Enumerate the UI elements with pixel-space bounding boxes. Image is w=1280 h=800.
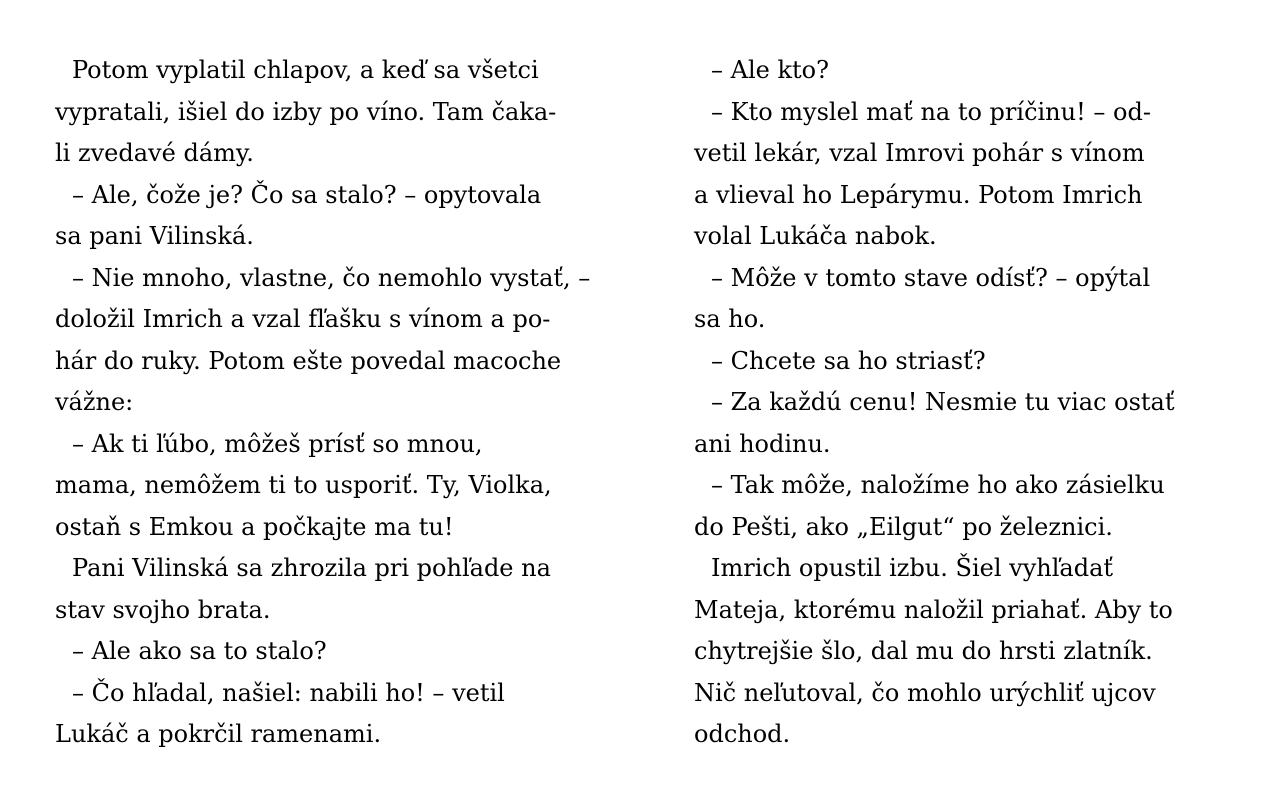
text-line: ostaň s Emkou a počkajte ma tu! (55, 512, 454, 541)
text-line: Potom vyplatil chlapov, a keď sa všetci (72, 56, 539, 84)
text-line: – Ale ako sa to stalo? (72, 637, 327, 665)
text-line: hár do ruky. Potom ešte povedal macoche (55, 346, 562, 375)
text-line: vážne: (55, 388, 134, 416)
text-line: Nič neľutoval, čo mohlo urýchliť ujcov (694, 678, 1156, 707)
text-line: – Ak ti ľúbo, môžeš prísť so mnou, (72, 429, 483, 458)
left-page-text (55, 50, 615, 756)
text-line: – Za každú cenu! Nesmie tu viac ostať (711, 388, 1175, 416)
text-line: sa pani Vilinská. (55, 222, 254, 250)
text-line: – Tak môže, naložíme ho ako zásielku (711, 471, 1165, 499)
text-line: stav svojho brata. (55, 595, 271, 624)
text-line: – Môže v tomto stave odísť? – opýtal (711, 263, 1151, 292)
text-line: odchod. (694, 720, 791, 748)
text-line: do Pešti, ako „Eilgut“ po železnici. (694, 512, 1113, 541)
text-line: mama, nemôžem ti to usporiť. Ty, Violka, (55, 471, 552, 499)
text-line: sa ho. (694, 305, 766, 333)
text-line: doložil Imrich a vzal fľašku s vínom a po- (55, 305, 551, 333)
text-line: – Kto myslel mať na to príčinu! – od- (711, 97, 1151, 126)
text-line: li zvedavé dámy. (55, 139, 254, 167)
text-line: – Ale, čože je? Čo sa stalo? – opytovala (72, 180, 542, 209)
text-line: vypratali, išiel do izby po víno. Tam čaka- (55, 97, 557, 126)
text-line: a vlieval ho Lepárymu. Potom Imrich (694, 180, 1143, 209)
text-line: Pani Vilinská sa zhrozila pri pohľade na (72, 554, 551, 582)
text-line: Mateja, ktorému naložil priahať. Aby to (694, 595, 1173, 624)
text-line: chytrejšie šlo, dal mu do hrsti zlatník. (694, 637, 1153, 665)
text-line: volal Lukáča nabok. (694, 222, 937, 250)
right-page-text (694, 50, 1254, 756)
text-line: Lukáč a pokrčil ramenami. (55, 720, 382, 748)
text-line: – Čo hľadal, našiel: nabili ho! – vetil (72, 678, 505, 707)
text-line: – Nie mnoho, vlastne, čo nemohlo vystať, – (72, 263, 591, 292)
text-line: – Chcete sa ho striasť? (711, 346, 986, 375)
text-line: Imrich opustil izbu. Šiel vyhľadať (711, 554, 1114, 582)
text-line: ani hodinu. (694, 429, 831, 458)
text-line: vetil lekár, vzal Imrovi pohár s vínom (694, 139, 1145, 167)
text-line: – Ale kto? (711, 56, 829, 84)
